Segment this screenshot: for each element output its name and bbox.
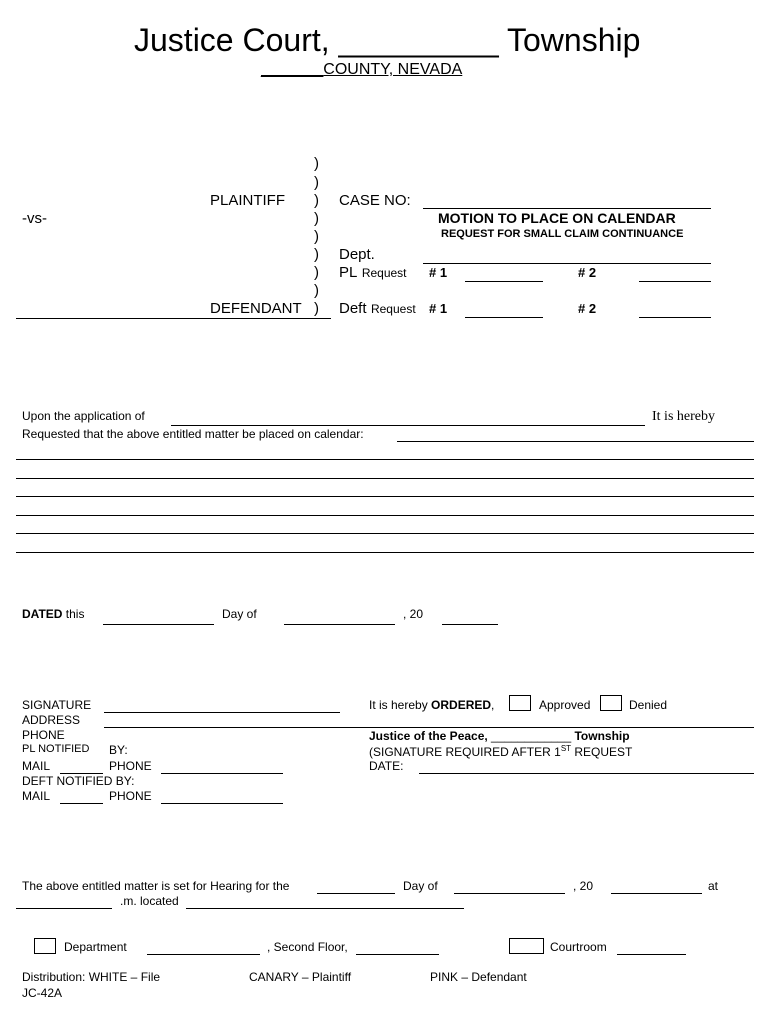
phone2-line[interactable] [161, 773, 283, 774]
caption-paren: ) [314, 174, 319, 191]
hearing-location-line[interactable] [186, 908, 464, 909]
hearing-twenty: , 20 [573, 879, 594, 893]
address-label: ADDRESS [22, 713, 81, 727]
caption-paren: ) [314, 282, 319, 299]
pl-num1-line[interactable] [465, 281, 543, 282]
denied-checkbox[interactable] [600, 695, 622, 711]
requested-line[interactable] [397, 441, 754, 442]
caption-paren: ) [314, 228, 319, 245]
court-title-right: Township [498, 22, 641, 58]
deft-num2-line[interactable] [639, 317, 711, 318]
pl-notified-label: PL NOTIFIED [22, 743, 90, 755]
phone2-label: PHONE [109, 759, 152, 773]
sig-req-st: ST [560, 744, 572, 753]
distribution-white: Distribution: WHITE – File [22, 970, 161, 984]
department-line[interactable] [147, 954, 260, 955]
ordered-prefix: It is hereby [369, 698, 432, 712]
deft-request-label: Request [370, 302, 416, 316]
department-label: Department [64, 940, 127, 954]
pl-num2-line[interactable] [639, 281, 711, 282]
caption-paren: ) [314, 264, 319, 281]
ordered-comma: , [491, 698, 495, 712]
hearing-day-of: Day of [403, 879, 438, 893]
caption-paren: ) [314, 300, 319, 317]
dated-twenty: , 20 [403, 607, 424, 621]
ordered-bold: ORDERED [431, 698, 492, 712]
court-title [134, 22, 640, 59]
deft-request-row [339, 300, 416, 318]
defendant-label: DEFENDANT [210, 300, 302, 317]
county-blank: _______ [261, 61, 324, 78]
sig-req-request: REQUEST [571, 745, 633, 759]
pl-notified-by: BY: [109, 743, 128, 757]
justice-township-blank: ____________ [487, 729, 575, 743]
dated-day-of: Day of [222, 607, 257, 621]
signature-line[interactable] [104, 712, 340, 713]
phone-label: PHONE [22, 728, 65, 742]
sig-req-text: (SIGNATURE REQUIRED AFTER 1 [369, 745, 561, 759]
order-date-label: DATE: [369, 759, 404, 773]
vs-label: -vs- [22, 210, 47, 227]
courtroom-line[interactable] [617, 954, 686, 955]
dated-month-line[interactable] [284, 624, 395, 625]
ordered-text [369, 698, 494, 712]
distribution-canary: CANARY – Plaintiff [249, 970, 352, 984]
upon-application-label: Upon the application of [22, 409, 145, 423]
writing-line[interactable] [16, 533, 754, 534]
approved-label: Approved [539, 698, 591, 712]
writing-line[interactable] [16, 459, 754, 460]
county-name: COUNTY, NEVADA [323, 61, 463, 78]
deft-num1: # 1 [429, 301, 448, 316]
writing-line[interactable] [16, 478, 754, 479]
signature-label: SIGNATURE [22, 698, 92, 712]
pl-request-label: Request [361, 266, 407, 280]
dated-year-line[interactable] [442, 624, 498, 625]
justice-label: Justice of the Peace, [369, 729, 488, 743]
dept-label: Dept. [339, 246, 375, 263]
courtroom-checkbox[interactable] [509, 938, 544, 954]
hearing-text: The above entitled matter is set for Hearing for the [22, 879, 290, 893]
caption-paren: ) [314, 155, 319, 172]
writing-line[interactable] [16, 496, 754, 497]
court-title-left: Justice Court, [134, 22, 339, 58]
mail2-line[interactable] [60, 803, 103, 804]
mail-label: MAIL [22, 759, 51, 773]
caption-paren: ) [314, 192, 319, 209]
phone3-line[interactable] [161, 803, 283, 804]
caption-paren: ) [314, 246, 319, 263]
case-no-line[interactable] [423, 208, 711, 209]
approved-checkbox[interactable] [509, 695, 531, 711]
caption-paren: ) [314, 210, 319, 227]
pl-request-row [339, 264, 407, 282]
hearing-month-line[interactable] [454, 893, 565, 894]
writing-line[interactable] [16, 515, 754, 516]
deft-notified-label: DEFT NOTIFIED BY: [22, 774, 135, 788]
second-floor-label: , Second Floor, [267, 940, 348, 954]
hearing-day-line[interactable] [317, 893, 395, 894]
applicant-line[interactable] [171, 425, 645, 426]
county-line [261, 61, 462, 79]
township-blank: _________ [338, 22, 499, 58]
second-floor-line[interactable] [356, 954, 439, 955]
dept-line[interactable] [423, 263, 711, 264]
plaintiff-label: PLAINTIFF [210, 192, 286, 209]
hearing-year-line[interactable] [611, 893, 702, 894]
writing-line[interactable] [16, 552, 754, 553]
motion-title: MOTION TO PLACE ON CALENDAR [438, 210, 676, 226]
distribution-pink: PINK – Defendant [430, 970, 527, 984]
dated-label [22, 607, 84, 621]
pl-num1: # 1 [429, 265, 448, 280]
justice-township: Township [574, 729, 630, 743]
dated-bold: DATED [22, 607, 63, 621]
defendant-name-line[interactable] [16, 318, 331, 319]
pl-num2: # 2 [578, 265, 597, 280]
pl-label: PL [339, 264, 358, 281]
dated-day-line[interactable] [103, 624, 214, 625]
motion-subtitle: REQUEST FOR SMALL CLAIM CONTINUANCE [441, 228, 684, 240]
justice-line [369, 729, 630, 743]
requested-label: Requested that the above entitled matter be placed on calendar: [22, 427, 364, 441]
it-is-hereby-text: It is hereby [652, 409, 715, 424]
deft-num1-line[interactable] [465, 317, 543, 318]
address-line[interactable] [104, 727, 754, 728]
hearing-time-line[interactable] [16, 908, 112, 909]
mail2-label: MAIL [22, 789, 51, 803]
courtroom-label: Courtroom [550, 940, 607, 954]
deft-label: Deft [339, 300, 367, 317]
form-id: JC-42A [22, 986, 63, 1000]
hearing-at: at [708, 879, 719, 893]
deft-num2: # 2 [578, 301, 597, 316]
dated-this: this [62, 607, 85, 621]
department-checkbox[interactable] [34, 938, 56, 954]
case-no-label: CASE NO: [339, 192, 411, 209]
phone3-label: PHONE [109, 789, 152, 803]
order-date-line[interactable] [419, 773, 754, 774]
hearing-located: .m. located [120, 894, 179, 908]
signature-required-note [369, 744, 632, 759]
denied-label: Denied [629, 698, 668, 712]
